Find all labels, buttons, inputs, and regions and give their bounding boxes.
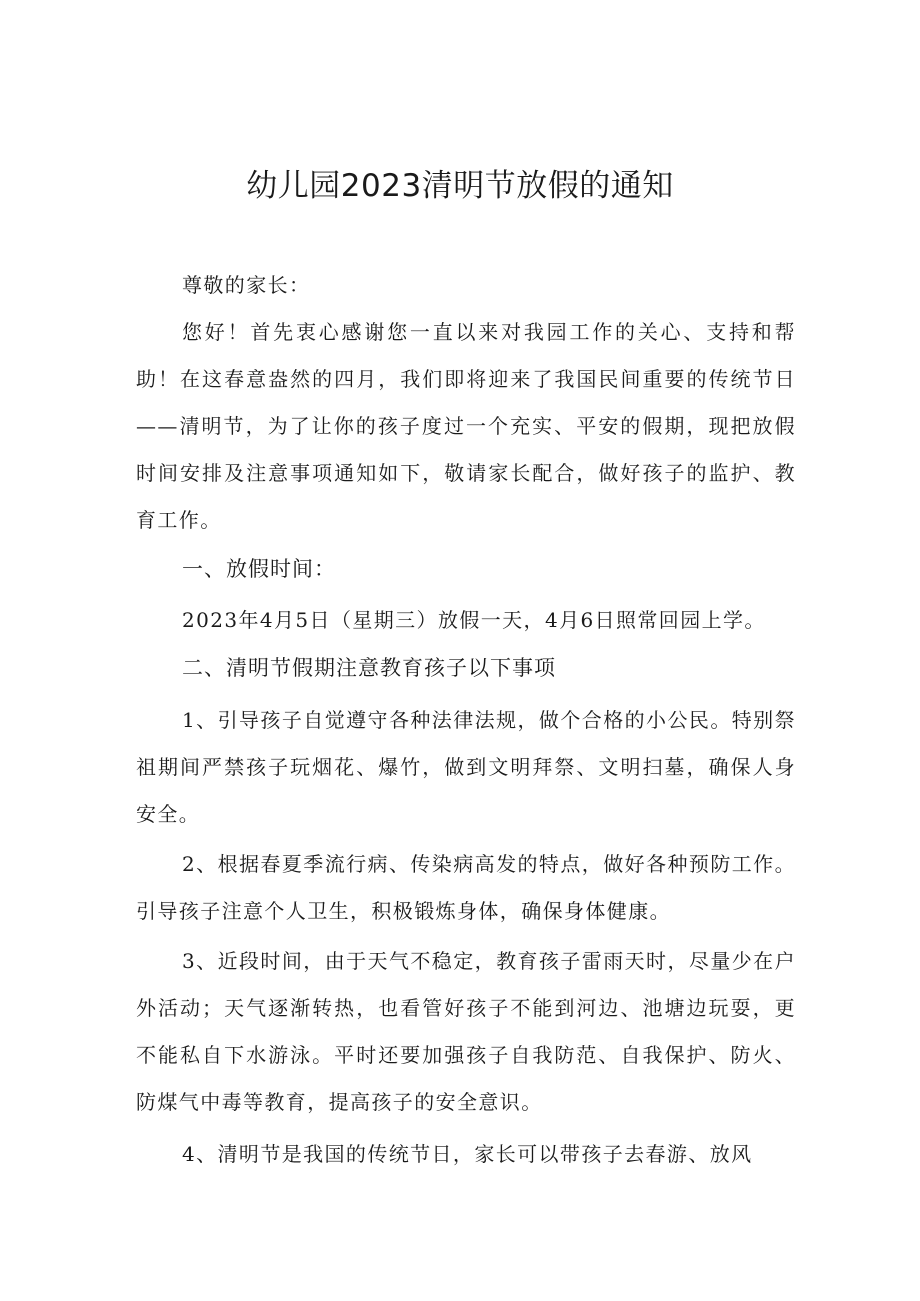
intro-paragraph: 您好！首先衷心感谢您一直以来对我园工作的关心、支持和帮助！在这春意盎然的四月，我们即将迎来了我国民间重要的传统节日——清明节，为了让你的孩子度过一个充实、平安的假期，现把放假时间安排及注意事项通知如下，敬请家长配合，做好孩子的监护、教育工作。 (136, 320, 796, 532)
section1-heading: 一、放假时间： (182, 557, 336, 581)
list-item-4: 4、清明节是我国的传统节日，家长可以带孩子去春游、放风 (182, 1142, 753, 1166)
list-item-3: 3、近段时间，由于天气不稳定，教育孩子雷雨天时，尽量少在户外活动；天气逐渐转热，也看管好孩子不能到河边、池塘边玩耍，更不能私自下水游泳。平时还要加强孩子自我防范、自我保护、防火、防煤气中毒等教育，提高孩子的安全意识。 (136, 949, 796, 1114)
document-title: 幼儿园2023清明节放假的通知 (246, 168, 674, 204)
list-item-2: 2、根据春夏季流行病、传染病高发的特点，做好各种预防工作。引导孩子注意个人卫生，积极锻炼身体，确保身体健康。 (136, 852, 796, 923)
section2-heading: 二、清明节假期注意教育孩子以下事项 (182, 656, 556, 680)
section1-text: 2023年4月5日（星期三）放假一天，4月6日照常回园上学。 (182, 608, 766, 632)
list-item-1: 1、引导孩子自觉遵守各种法律法规，做个合格的小公民。特别祭祖期间严禁孩子玩烟花、爆竹，做到文明拜祭、文明扫墓，确保人身安全。 (136, 708, 796, 826)
salutation: 尊敬的家长： (182, 273, 311, 297)
